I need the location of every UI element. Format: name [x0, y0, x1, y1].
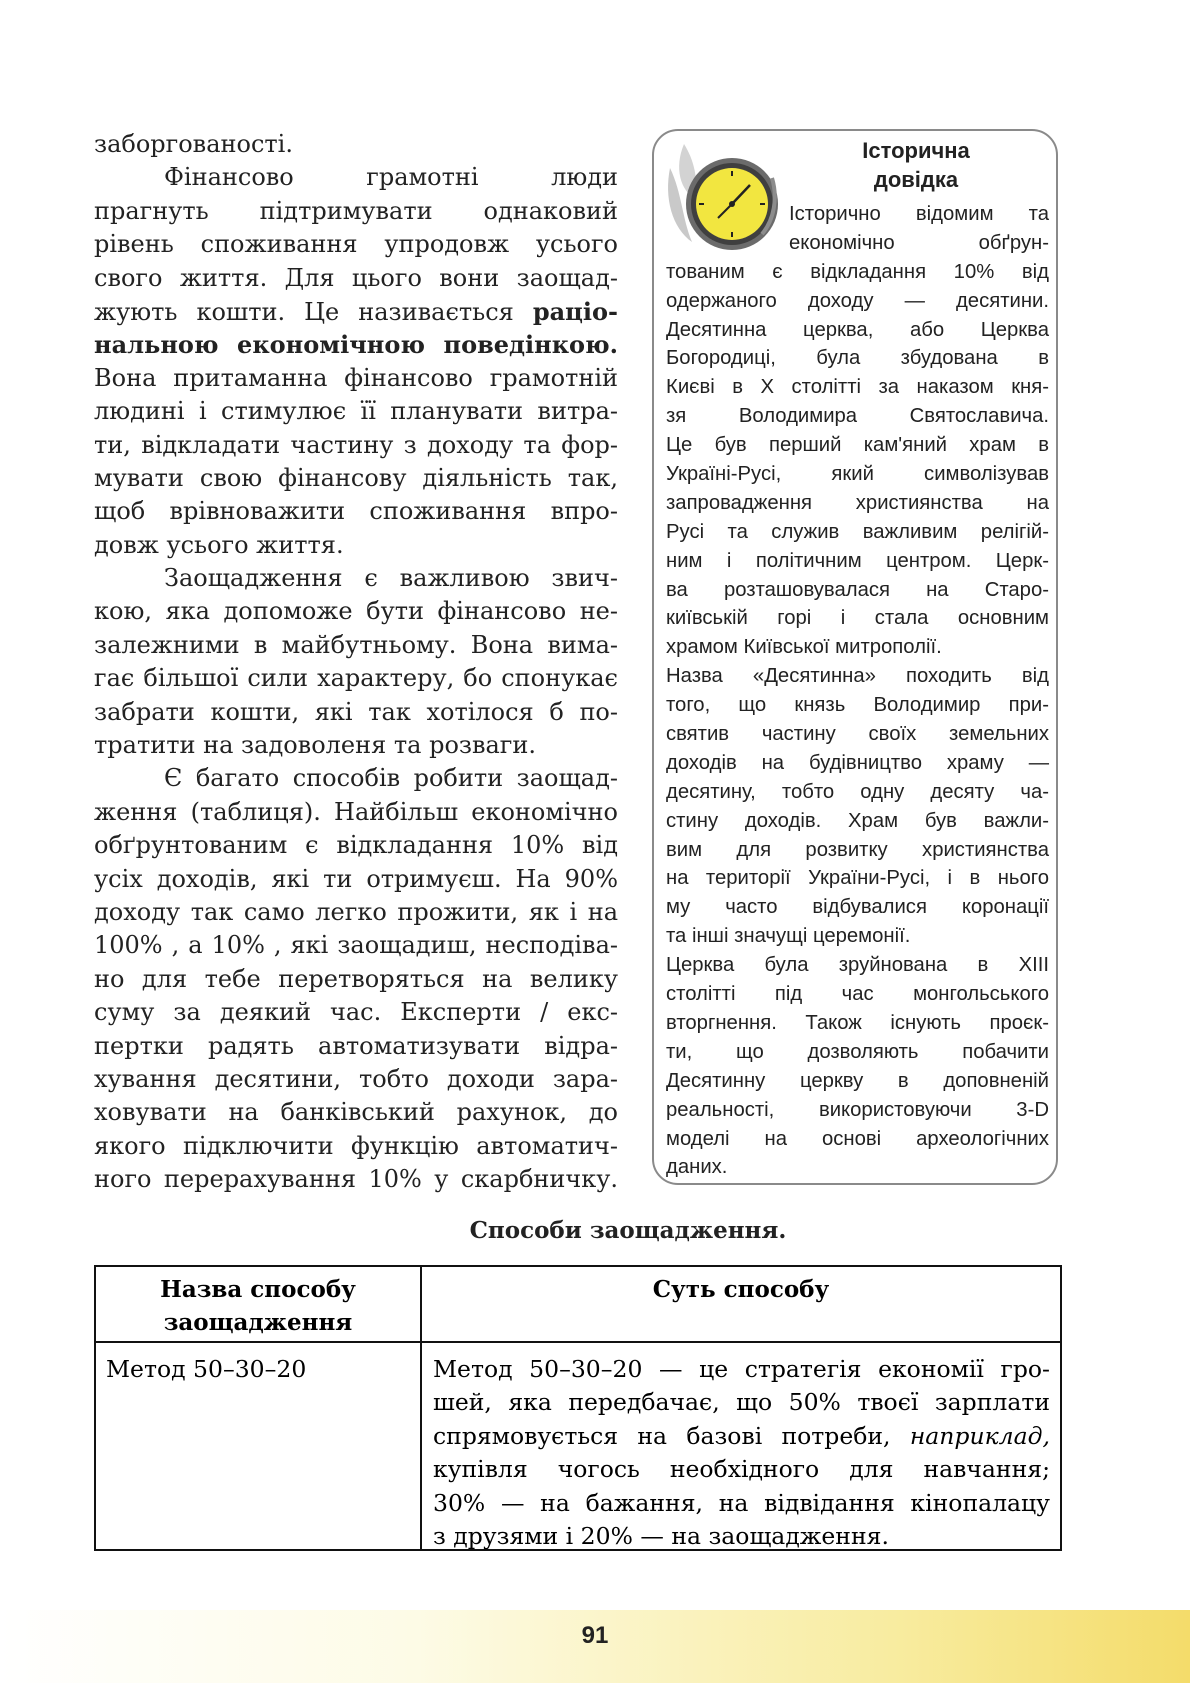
text-line: ження (таблиця). Найбільш економічно: [94, 797, 618, 826]
italic-term: наприклад,: [909, 1421, 1050, 1450]
header-line: Назва способу: [160, 1276, 356, 1303]
text-line: якого підключити функцію автоматич-: [94, 1131, 618, 1160]
cell-line: купівля чогось необхідного для навчання;: [433, 1455, 1050, 1484]
sidebar-line: даних.: [666, 1156, 728, 1179]
text-line: ного перерахування 10% у скарбничку.: [94, 1165, 618, 1194]
table-header-method-name: [96, 1267, 422, 1343]
text-line: забрати кошти, які так хотілося б по-: [94, 697, 618, 726]
sidebar-line: доходів на будівництво храму —: [666, 751, 1049, 774]
sidebar-line: запровадження християнства на: [666, 491, 1049, 514]
sidebar-line: моделі на основі археологічних: [666, 1127, 1049, 1150]
sidebar-line: святив частину своїх земельних: [666, 723, 1049, 746]
main-text-column: [94, 128, 618, 1197]
text-line: людині і стимулює її планувати витра-: [94, 397, 618, 426]
text-line: щоб врівноважити споживання впро-: [94, 497, 618, 526]
sidebar-line: Це був перший кам'яний храм в: [666, 434, 1049, 457]
text-line: заборгованості.: [94, 130, 293, 158]
text-line: залежними в майбутньому. Вона вима-: [94, 630, 618, 659]
sidebar-line: економічно обґрун-: [789, 231, 1049, 254]
sidebar-line: Русі та служив важливим релігій-: [666, 520, 1049, 543]
text-line: ти, відкладати частину з доходу та фор-: [94, 430, 618, 459]
text-line: Фінансово грамотні люди: [164, 163, 618, 192]
sidebar-line: Богородиці, була збудована в: [666, 347, 1049, 370]
text-line: рівень споживання упродовж усього: [94, 230, 618, 259]
table-cell-method-name: Метод 50–30–20: [96, 1343, 422, 1549]
sidebar-line: Десятинну церкву в доповненій: [666, 1069, 1049, 1092]
text-line: усіх доходів, які ти отримуєш. На 90%: [94, 864, 618, 893]
sidebar-line: того, що князь Володимир при-: [666, 694, 1049, 717]
header-line: заощадження: [163, 1309, 353, 1336]
text-line: [94, 295, 618, 328]
text-line: свого життя. Для цього вони заощад-: [94, 263, 618, 292]
sidebar-text: [666, 200, 1049, 1182]
table-caption: Способи заощадження.: [469, 1217, 787, 1244]
sidebar-line: Назва «Десятинна» походить від: [666, 665, 1049, 688]
sidebar-title-line: довідка: [873, 167, 959, 192]
sidebar-line: Україні-Русі, який символізував: [666, 463, 1049, 486]
sidebar-line: Історично відомим та: [789, 203, 1049, 225]
sidebar-title-line: Історична: [862, 138, 970, 163]
cell-line: 30% — на бажання, на відвідання кінопалацу: [433, 1488, 1050, 1517]
page-number: 91: [581, 1622, 609, 1649]
sidebar-line: ним і політичним центром. Церк-: [666, 549, 1049, 572]
sidebar-title: [816, 136, 1016, 194]
text-line: но для тебе перетворяться на велику: [94, 964, 618, 993]
text-segment: жують кошти. Це називається: [94, 297, 514, 326]
sidebar-line: десятину, тобто одну десяту ча-: [666, 780, 1049, 803]
table-header-method-essence: Суть способу: [422, 1267, 1060, 1343]
bold-term: нальною економічною поведінкою.: [94, 330, 618, 360]
sidebar-line: та інші значущі церемонії.: [666, 925, 911, 948]
text-line: мувати свою фінансову діяльність так,: [94, 463, 618, 492]
text-line: 100% , а 10% , які заощадиш, несподіва-: [94, 931, 618, 960]
bold-term: раціо-: [532, 296, 618, 326]
cell-line: Метод 50–30–20 — це стратегія економії гро-: [433, 1355, 1050, 1383]
sidebar-line: столітті під час монгольського: [666, 983, 1049, 1006]
table-cell-method-description: [422, 1343, 1060, 1549]
text-line: доходу так само легко прожити, як і на: [94, 897, 618, 926]
cell-line: з друзями і 20% — на заощадження.: [433, 1521, 889, 1550]
text-line: [94, 328, 618, 361]
sidebar-line: Церква була зруйнована в XIII: [666, 954, 1049, 977]
sidebar-line: зя Володимира Святославича.: [666, 405, 1049, 428]
text-line: прагнуть підтримувати однаковий: [94, 196, 618, 225]
sidebar-line: стину доходів. Храм був важли-: [666, 809, 1049, 832]
text-line: суму за деякий час. Експерти / екс-: [94, 998, 618, 1027]
text-line: довж усього життя.: [94, 530, 344, 559]
savings-methods-table: [94, 1265, 1062, 1551]
sidebar-line: одержаного доходу — десятини.: [666, 289, 1049, 312]
text-line: пертки радять автоматизувати відра-: [94, 1031, 618, 1060]
sidebar-line: на території України-Русі, і в нього: [666, 867, 1049, 890]
cell-line: [433, 1420, 1050, 1453]
sidebar-line: ти, що дозволяють побачити: [666, 1040, 1049, 1063]
sidebar-line: реальності, використовуючи 3-D: [666, 1098, 1049, 1121]
text-line: кою, яка допоможе бути фінансово не-: [94, 597, 618, 626]
sidebar-line: вторгнення. Також існують проєк-: [666, 1011, 1049, 1034]
sidebar-line: тованим є відкладання 10% від: [666, 260, 1049, 283]
text-line: обґрунтованим є відкладання 10% від: [94, 831, 618, 860]
text-line: ховувати на банківський рахунок, до: [94, 1098, 618, 1127]
text-line: Заощадження є важливою звич-: [164, 564, 618, 593]
text-line: гає більшої сили характеру, бо спонукає: [94, 664, 618, 693]
sidebar-line: Десятинна церква, або Церква: [666, 318, 1049, 341]
text-line: хування десятини, тобто доходи зара-: [94, 1064, 618, 1093]
sidebar-line: Києві в X столітті за наказом кня-: [666, 376, 1049, 399]
sidebar-line: му часто відбувалися коронації: [666, 896, 1049, 919]
sidebar-line: київській горі і стала основним: [666, 607, 1049, 630]
text-line: Вона притаманна фінансово грамотній: [94, 363, 618, 392]
sidebar-line: ва розташовувалася на Старо-: [666, 578, 1049, 601]
cell-line: шей, яка передбачає, що 50% твоєї зарплати: [433, 1388, 1050, 1417]
sidebar-line: храмом Київської митрополії.: [666, 636, 942, 659]
text-line: тратити на задоволеня та розваги.: [94, 731, 536, 760]
cell-segment: спрямовується на базові потреби,: [433, 1421, 891, 1450]
text-line: Є багато способів робити заощад-: [164, 764, 618, 793]
sidebar-line: вим для розвитку християнства: [666, 838, 1049, 861]
